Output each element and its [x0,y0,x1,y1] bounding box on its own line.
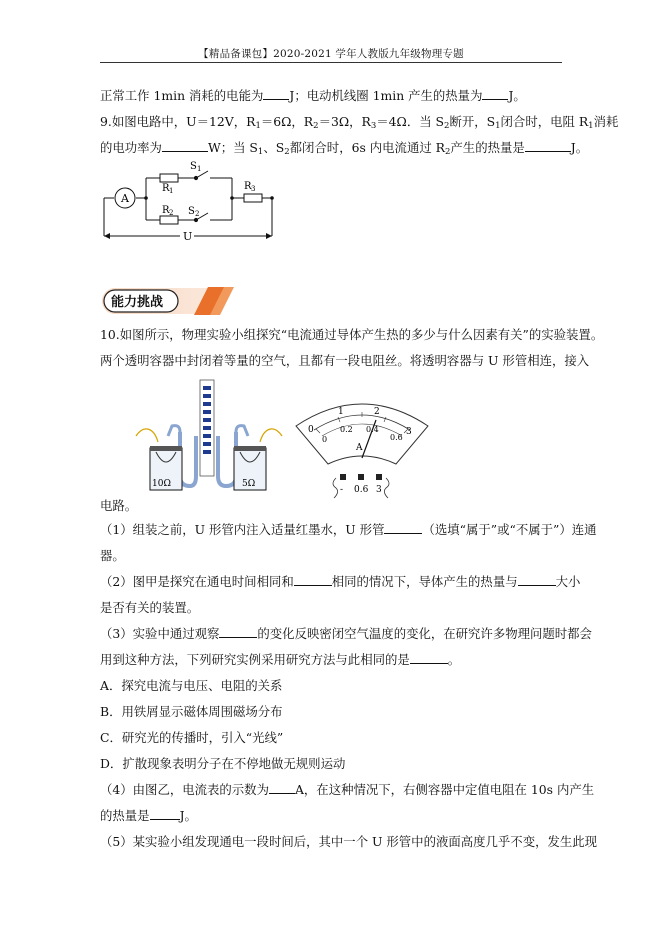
lead-wire-left [333,478,338,498]
terminal-label-3: 3 [376,485,382,495]
q8-blank-energy[interactable] [263,87,289,100]
q9-blank-heat[interactable] [525,139,571,152]
s2-label: S [188,206,195,217]
section-title: 能力挑战 [111,295,164,310]
q9-t: 、S [263,140,285,155]
q9-t: 断开，S [449,114,496,129]
q9-sub: 1 [495,121,501,131]
resistor-r1 [160,174,178,182]
terminal-dot [270,196,274,200]
q10-p2-line-1 [100,573,581,591]
r3-label: R [244,181,252,192]
q9-t: ＝6Ω，R [260,114,314,129]
r3-sub: 3 [251,185,256,193]
q10-line-1: 10.如图所示，物理实验小组探究“电流通过导体产生热的多少与什么因素有关”的实验装置。 [100,327,604,342]
q10-blank-heat[interactable] [150,807,180,820]
q10-blank-choice[interactable] [410,651,448,664]
q10-option-c: C．研究光的传播时，引入“光线” [100,730,284,745]
q8-text-2: J；电动机线圈 1min 产生的热量为 [289,88,483,103]
r1-label: R [162,183,170,194]
q9-sub: 2 [445,147,451,157]
terminal-label-06: 0.6 [354,485,369,495]
q10-p1-line-2: 器。 [100,548,125,563]
q8-text-1: 正常工作 1min 消耗的电能为 [100,88,264,103]
q10-blank-current[interactable] [269,781,295,794]
q10-p5-line-1: （5）某实验小组发现通电一段时间后，其中一个 U 形管中的液面高度几乎不变，发生此现 [100,834,598,849]
q9-sub: 2 [284,147,290,157]
q10-ammeter-figure [292,392,432,502]
q10-apparatus-figure [134,376,284,496]
terminal-3 [376,474,382,480]
q10-line-2: 两个透明容器中封闭着等量的空气，且都有一段电阻丝。将透明容器与 U 形管相连，接入 [100,353,590,368]
header-rule [100,62,562,63]
q10-t: J。 [179,808,197,823]
q10-t: （4）由图乙，电流表的示数为 [100,782,269,797]
lead-wire-right [384,478,389,498]
q9-blank-power[interactable] [162,139,208,152]
terminal-neg [340,474,346,480]
right-resistor-label: 5Ω [242,479,256,489]
q10-p3-line-1 [100,625,592,643]
wire-right [260,429,282,442]
q10-t: 相同的情况下，导体产生的热量与 [331,574,518,589]
q10-p3-line-2 [100,651,570,669]
r2-label: R [162,205,170,216]
r1-sub: 1 [169,187,174,195]
q10-t: 用到这种方法，下列研究实例采用研究方法与此相同的是 [100,652,410,667]
q9-t: 都闭合时，6s 内电流通过 R [289,140,445,155]
junction-dot [144,196,148,200]
q10-blank-factor[interactable] [518,573,556,586]
q9-sub: 1 [257,147,264,157]
wire-left [136,429,158,442]
q10-t: （1）组装之前，U 形管内注入适量红墨水，U 形管 [100,522,385,537]
q10-t: 大小 [555,574,581,589]
q9-t: ＝3Ω，R [318,114,371,129]
q10-p4-line-1 [100,781,595,799]
q8-tail-line [100,87,570,105]
q10-blank-connected[interactable] [384,521,422,534]
q8-text-3: J。 [508,88,526,103]
q10-t: （3）实验中通过观察 [100,626,220,641]
q9-sub: 3 [370,121,377,131]
q10-p1-line-1 [100,521,597,539]
q10-t: （2）图甲是探究在通电时间相同和 [100,574,294,589]
q9-sub: 2 [313,121,319,131]
resistor-r2 [160,216,178,224]
q10-t: 的变化反映密闭空气温度的变化，在研究许多物理问题时都会 [257,626,592,641]
page-header: 【精品备课包】2020-2021 学年人教版九年级物理专题 [198,48,464,60]
q10-blank-observe[interactable] [219,625,257,638]
q9-t: 9.如图电路中，U＝12V，R [100,114,256,129]
terminal-label-neg: - [340,485,344,495]
s2-sub: 2 [195,210,200,218]
q10-line-3: 电路。 [100,498,138,513]
scale-ticks [203,386,211,454]
left-resistor-label: 10Ω [152,479,171,489]
q9-sub: 1 [588,121,594,131]
q9-t: J。 [570,140,589,155]
q10-p4-line-2 [100,807,570,825]
s1-label: S [190,161,197,172]
arrow-head-left [104,233,110,239]
bottom-scale-3: 0.6 [390,433,403,442]
q9-sub: 2 [444,121,450,131]
s1-sub: 1 [197,165,202,173]
q10-t: 。 [447,652,461,667]
q9-t: 的电功率为 [100,140,162,155]
q10-p2-line-2: 是否有关的装置。 [100,600,200,615]
arrow-head-right [266,233,272,239]
meter-unit: A [356,443,363,453]
q10-t: （选填“属于”或“不属于”）连通 [422,522,597,537]
voltage-label: U [183,230,193,243]
q10-option-d: D．扩散现象表明分子在不停地做无规则运动 [100,756,346,771]
section-banner [100,285,240,317]
r2-sub: 2 [169,209,174,217]
container-left-lid [150,446,182,451]
q9-t: ＝4Ω．当 S [376,114,445,129]
q9-sub: 1 [255,121,261,131]
q10-t: A，在这种情况下，右侧容器中定值电阻在 10s 内产生 [294,782,595,797]
container-right-lid [234,446,266,451]
u-tube-right [218,432,236,486]
q10-option-a: A．探究电流与电压、电阻的关系 [100,678,283,693]
top-scale-0: 0 [308,425,314,435]
q9-t: W；当 S [207,140,258,155]
q9-t: 产生的热量是 [450,140,525,155]
bottom-scale-0: 0 [322,435,328,444]
junction-dot [230,196,234,200]
q8-blank-heat[interactable] [482,87,508,100]
bottom-scale-2: 0.4 [366,425,379,434]
resistor-r3 [244,194,262,202]
top-scale-3: 3 [406,427,412,437]
top-scale-2: 2 [374,407,380,417]
q9-line-1 [100,113,619,135]
q9-circuit-diagram [98,158,288,244]
top-scale-1: 1 [338,407,344,417]
ammeter-label: A [121,192,129,205]
q10-blank-same[interactable] [294,573,332,586]
q9-t: 闭合时，电阻 R [500,114,589,129]
terminal-06 [358,474,364,480]
q10-t: 的热量是 [100,808,150,823]
q9-t: 消耗 [593,114,619,129]
q10-option-b: B．用铁屑显示磁体周围磁场分布 [100,704,283,719]
bottom-scale-1: 0.2 [340,425,353,434]
